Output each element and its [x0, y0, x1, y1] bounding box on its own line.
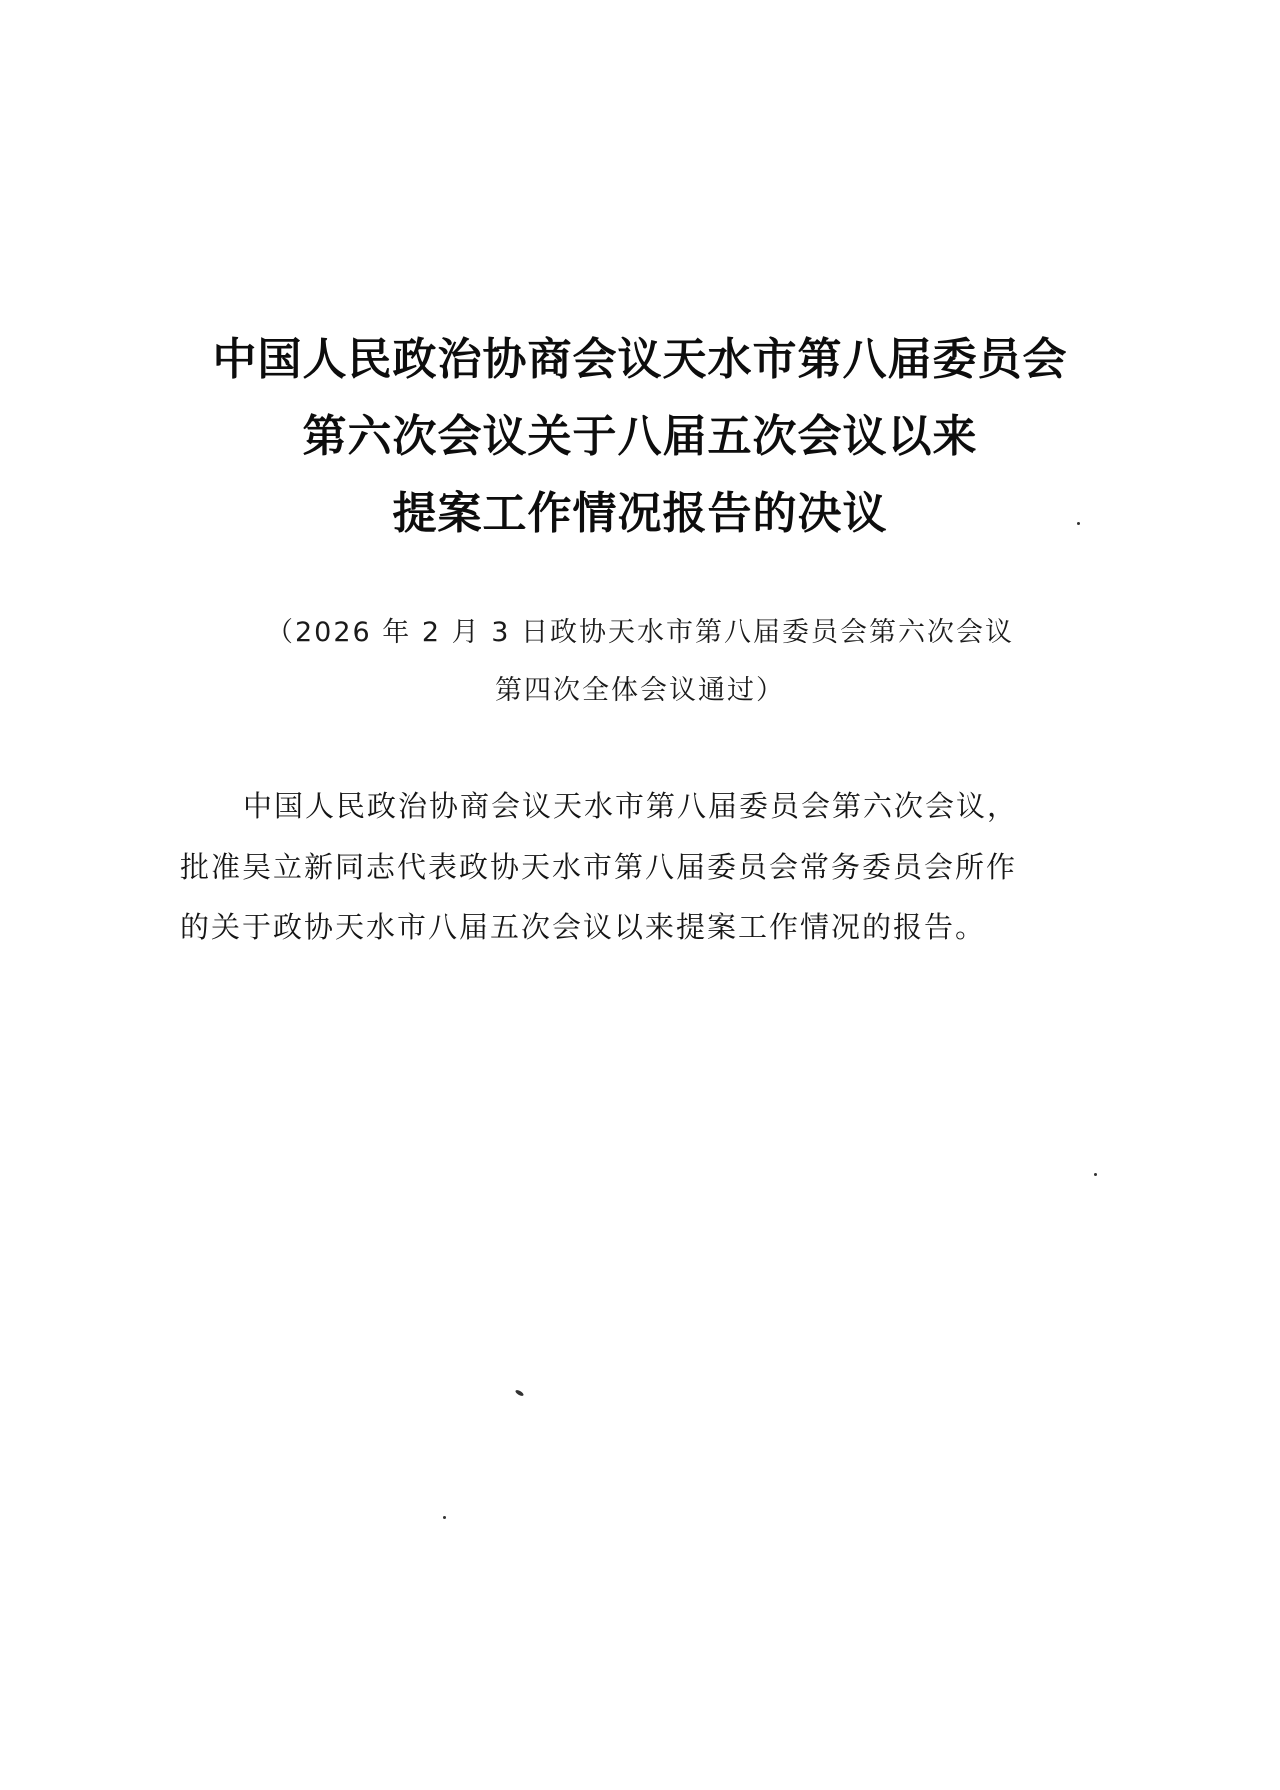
body-text-line-1: 中国人民政治协商会议天水市第八届委员会第六次会议， [243, 789, 1019, 823]
body-text-line-2: 批准吴立新同志代表政协天水市第八届委员会常务委员会所作 [180, 850, 1018, 884]
scan-speck [443, 1516, 446, 1519]
body-text-line-3: 的关于政协天水市八届五次会议以来提案工作情况的报告。 [180, 910, 987, 944]
adoption-note-line-1: （2026 年 2 月 3 日政协天水市第八届委员会第六次会议 [266, 617, 1014, 648]
scan-speck [515, 1389, 525, 1397]
scan-speck [1077, 522, 1080, 525]
adoption-note-line-2: 第四次全体会议通过） [495, 675, 785, 706]
document-title-line-2: 第六次会议关于八届五次会议以来 [302, 411, 978, 462]
scan-speck [1094, 1173, 1097, 1176]
document-title-line-3: 提案工作情况报告的决议 [392, 488, 888, 539]
document-title-line-1: 中国人民政治协商会议天水市第八届委员会 [212, 334, 1068, 385]
